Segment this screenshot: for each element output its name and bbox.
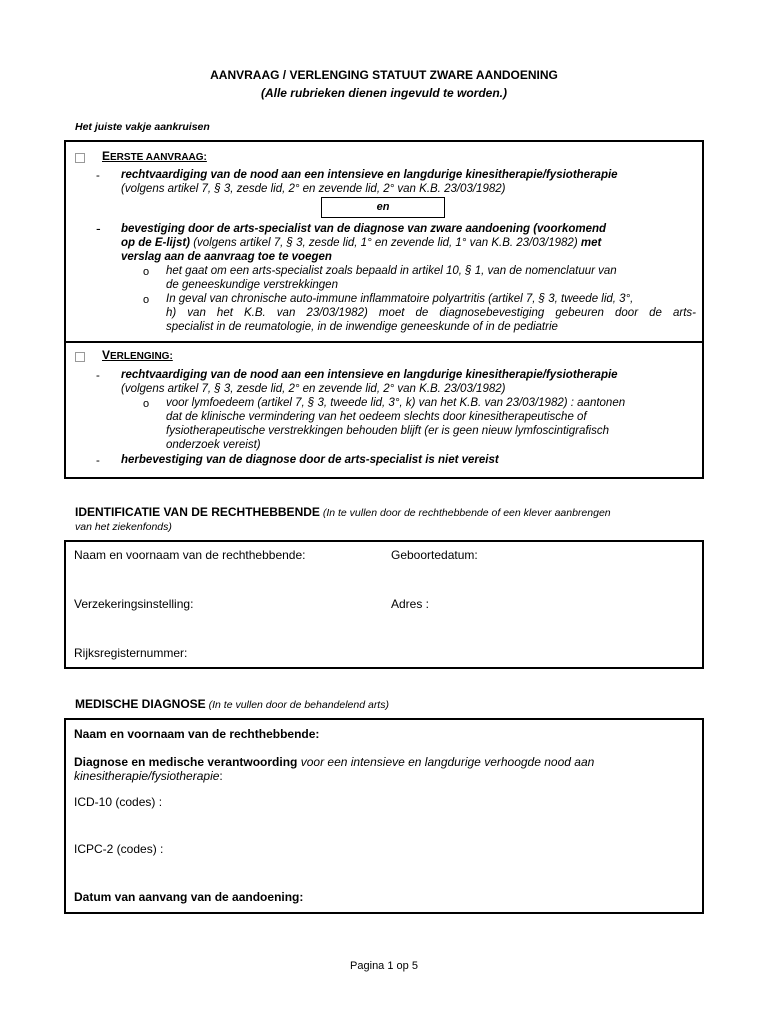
verlenging-label: VERLENGING:	[102, 348, 173, 362]
bullet-dash: -	[96, 455, 100, 467]
bullet-dash: -	[96, 370, 100, 382]
eerste-sub2-line3: specialist in de reumatologie, in de inwendige geneeskunde of in de pediatrie	[166, 321, 558, 333]
bullet-circle: o	[143, 266, 150, 278]
form-subtitle: (Alle rubrieken dienen ingevuld te worden.)	[260, 86, 508, 100]
rijksregisternummer-field[interactable]: Rijksregisternummer:	[74, 646, 188, 660]
verzekeringsinstelling-field[interactable]: Verzekeringsinstelling:	[74, 597, 194, 611]
form-title: AANVRAAG / VERLENGING STATUUT ZWARE AANDOENING	[210, 68, 558, 82]
medisch-naam-field[interactable]: Naam en voornaam van de rechthebbende:	[74, 727, 320, 741]
bullet-dash: -	[96, 170, 100, 182]
naam-field[interactable]: Naam en voornaam van de rechthebbende:	[74, 548, 306, 562]
verlenging-item1-ref: (volgens artikel 7, § 3, zesde lid, 2° en zevende lid, 2° van K.B. 23/03/1982)	[121, 383, 506, 395]
eerste-aanvraag-checkbox[interactable]	[75, 153, 85, 163]
diagnose-field[interactable]: Diagnose en medische verantwoording voor een intensieve en langdurige verhoogde nood aan	[74, 755, 595, 769]
datum-aanvang-field[interactable]: Datum van aanvang van de aandoening:	[74, 890, 304, 904]
icd10-field[interactable]: ICD-10 (codes) :	[74, 795, 163, 809]
icpc2-field[interactable]: ICPC-2 (codes) :	[74, 842, 164, 856]
eerste-sub2-line1: In geval van chronische auto-immune inflammatoire polyartritis (artikel 7, § 3, tweede lid, 3°,	[166, 293, 634, 305]
medisch-heading: MEDISCHE DIAGNOSE (In te vullen door de behandelend arts)	[75, 697, 389, 711]
verlenging-sub1-line4: onderzoek vereist)	[166, 439, 261, 451]
page-number: Pagina 1 op 5	[350, 960, 418, 972]
verlenging-sub1-line1: voor lymfoedeem (artikel 7, § 3, tweede lid, 3°, k) van het K.B. van 23/03/1982) : aantonen	[166, 397, 626, 409]
eerste-item2-line2: op de E-lijst) (volgens artikel 7, § 3, zesde lid, 1° en zevende lid, 1° van K.B. 23/03/1982) met	[121, 237, 602, 249]
verlenging-checkbox[interactable]	[75, 352, 85, 362]
eerste-item1-text: rechtvaardiging van de nood aan een intensieve en langdurige kinesitherapie/fysiotherapie	[121, 169, 618, 181]
eerste-item2-line1: bevestiging door de arts-specialist van de diagnose van zware aandoening (voorkomend	[121, 223, 607, 235]
section-divider	[64, 341, 704, 343]
verlenging-sub1-line3: fysiotherapeutische verstrekkingen behouden blijft (er is geen nieuw lymfoscintigrafisch	[166, 425, 609, 437]
eerste-sub1-line2: de geneeskundige verstrekkingen	[166, 279, 338, 291]
eerste-sub2-line2: h) van het K.B. van 23/03/1982) moet de diagnosebevestiging gebeuren door de arts-	[166, 307, 696, 319]
eerste-item2-line3: verslag aan de aanvraag toe te voegen	[121, 251, 332, 263]
bullet-circle: o	[143, 294, 150, 306]
bullet-dash: -	[96, 220, 101, 236]
medisch-box	[64, 718, 704, 914]
bullet-circle: o	[143, 398, 150, 410]
identificatie-heading: IDENTIFICATIE VAN DE RECHTHEBBENDE (In te vullen door de rechthebbende of een klever aanbrengen	[75, 505, 611, 519]
eerste-item1-ref: (volgens artikel 7, § 3, zesde lid, 2° en zevende lid, 2° van K.B. 23/03/1982)	[121, 183, 506, 195]
en-label: en	[376, 201, 390, 213]
geboortedatum-field[interactable]: Geboortedatum:	[391, 548, 478, 562]
verlenging-sub1-line2: dat de klinische vermindering van het oedeem slechts door kinesitherapeutische of	[166, 411, 587, 423]
adres-field[interactable]: Adres :	[391, 597, 430, 611]
verlenging-item1-text: rechtvaardiging van de nood aan een intensieve en langdurige kinesitherapie/fysiotherapie	[121, 369, 618, 381]
eerste-aanvraag-label: EERSTE AANVRAAG:	[102, 149, 207, 163]
instruction-hint: Het juiste vakje aankruisen	[75, 121, 210, 133]
identificatie-heading-line2: van het ziekenfonds)	[75, 521, 172, 533]
diagnose-field-line2: kinesitherapie/fysiotherapie:	[74, 769, 223, 783]
eerste-sub1-line1: het gaat om een arts-specialist zoals bepaald in artikel 10, § 1, van de nomenclatuur van	[166, 265, 617, 277]
verlenging-item2-text: herbevestiging van de diagnose door de arts-specialist is niet vereist	[121, 454, 499, 466]
